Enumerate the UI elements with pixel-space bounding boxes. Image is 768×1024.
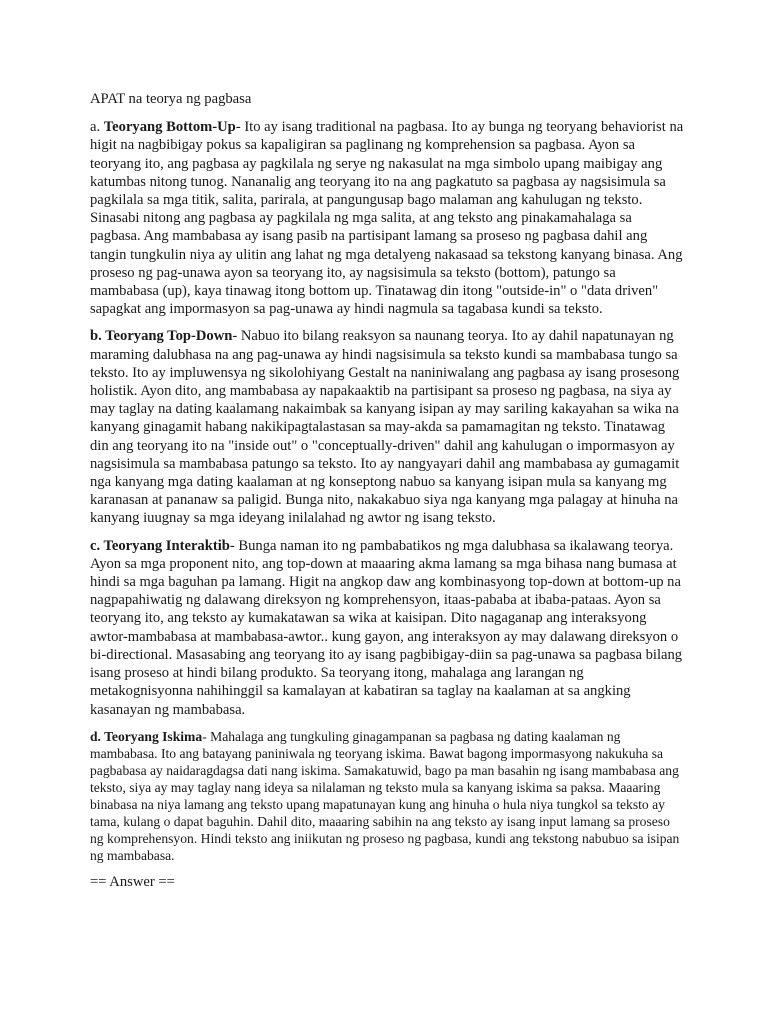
- section-bottom-up: [90, 118, 685, 318]
- section-heading: Teoryang Bottom-Up: [103, 119, 236, 136]
- section-heading: d. Teoryang Iskima: [90, 728, 203, 744]
- document-page: [90, 90, 685, 906]
- section-top-down: [90, 327, 685, 527]
- section-body: - Bunga naman ito ng pambabatikos ng mga dalubhasa sa ikalawang teorya. Ayon sa mga proponent nito, ang top-down at maaaring akma lamang sa mga bihasa nang bumasa at hindi sa mga baguhan pa lamang. Higit na angkop daw ang kombinasyong top-down at bottom-up na nagpapahiwatig ng dalawang direksyon ng komprehensyon, itaas-pababa at ibaba-pataas. Ayon sa teoryang ito, ang teksto ay kumakatawan sa wika at kaisipan. Dito nagaganap ang interaksyong awtor-mambabasa at mambabasa-awtor.. kung gayon, ang interaksyon ay may dalawang direksyon o bi-directional. Masasabing ang teoryang ito ay isang pagbibigay-diin sa pag-unawa sa pagbasa bilang isang proseso at hindi bilang produkto. Sa teoryang itong, mahalaga ang larangan ng metakognisyonna nahihinggil sa kamalayan at kabatiran sa taglay na kaalaman at sa angking kasanayan ng mambabasa.: [90, 537, 683, 718]
- section-body: - Nabuo ito bilang reaksyon sa naunang teorya. Ito ay dahil napatunayan ng maraming dalubhasa na ang pag-unawa ay hindi nagsisimula sa teksto kundi sa mambabasa tungo sa teksto. Ito ay impluwensya ng sikolohiyang Gestalt na naniniwalang ang pagbasa ay isang prosesong holistik. Ayon dito, ang mambabasa ay napakaaktib na partisipant sa proseso ng pagbasa, na siya ay may taglay na dating kaalamang nakaimbak sa kanyang isipan ay may sariling kakayahan sa wika na kanyang ginagamit habang nakikipagtalastasan sa may-akda sa pamamagitan ng teksto. Tinatawag din ang teoryang ito na "inside out" o "conceptually-driven" dahil ang kahulugan o impormasyon ay nagsisimula sa mambabasa patungo sa teksto. Ito ay nangyayari dahil ang mambabasa ay gumagamit nga kanyang mga dating kaalaman at ng konseptong nabuo sa kanyang isipan mula sa kanyang mg karanasan at pananaw sa paligid. Bunga nito, nakakabuo siya nga kanyang mga palagay at hinuha na kanyang iuugnay sa mga ideyang inilalahad ng awtor ng isang teksto.: [90, 328, 680, 527]
- section-body: - Ito ay isang traditional na pagbasa. Ito ay bunga ng teoryang behaviorist na higit na nagbibigay pokus sa kapaligiran sa paglinang ng komprehension sa pagbasa. Ayon sa teoryang ito, ang pagbasa ay pagkilala ng serye ng nakasulat na mga simbolo upang maibigay ang katumbas nitong tunog. Nananalig ang teoryang ito na ang pagkatuto sa pagbasa ay nagsisimula sa pagkilala sa mga titik, salita, parirala, at pangungusap bago malaman ang kahulugan ng teksto. Sinasabi nitong ang pagbasa ay pagkilala ng mga salita, at ang teksto ang pinakamahalaga sa pagbasa. Ang mambabasa ay isang pasib na partisipant lamang sa proseso ng pagbasa dahil ang tangin tungkulin niya ay ulitin ang lahat ng mga detalyeng nakasaad sa tekstong kanyang binasa. Ang proseso ng pag-unawa ayon sa teoryang ito, ay nagsisimula sa teksto (bottom), patungo sa mambabasa (up), kaya tinawag itong bottom up. Tinatawag din itong "outside-in" o "data driven" sapagkat ang impormasyon sa pag-unawa ay hindi nagmula sa tagabasa kundi sa teksto.: [90, 119, 684, 318]
- section-prefix: a.: [90, 119, 104, 136]
- section-heading: c. Teoryang Interaktib: [90, 537, 230, 554]
- section-iskima: [90, 728, 685, 864]
- section-heading: b. Teoryang Top-Down: [90, 328, 233, 345]
- section-body: - Mahalaga ang tungkuling ginagampanan sa pagbasa ng dating kaalaman ng mambabasa. Ito ang batayang paniniwala ng teoryang iskima. Bawat bagong impormasyong nakukuha sa pagbabasa ay naidaragdagsa dati nang iskima. Samakatuwid, bago pa man basahin ng isang mambabasa ang teksto, siya ay may taglay nang ideya sa nilalaman ng teksto mula sa kanyang iskima sa paksa. Maaaring binabasa na niya lamang ang teksto upang mapatunayan kung ang hinuha o hula niya tungkol sa teksto ay tama, kulang o dapat baguhin. Dahil dito, maaaring sabihin na ang teksto ay isang input lamang sa proseso ng komprehensyon. Hindi teksto ang iniikutan ng proseso ng pagbasa, kundi ang tekstong nabubuo sa isipan ng mambabasa.: [90, 728, 680, 863]
- document-title: APAT na teorya ng pagbasa: [90, 91, 252, 107]
- section-interaktib: [90, 537, 685, 719]
- answer-marker: == Answer ==: [90, 873, 175, 890]
